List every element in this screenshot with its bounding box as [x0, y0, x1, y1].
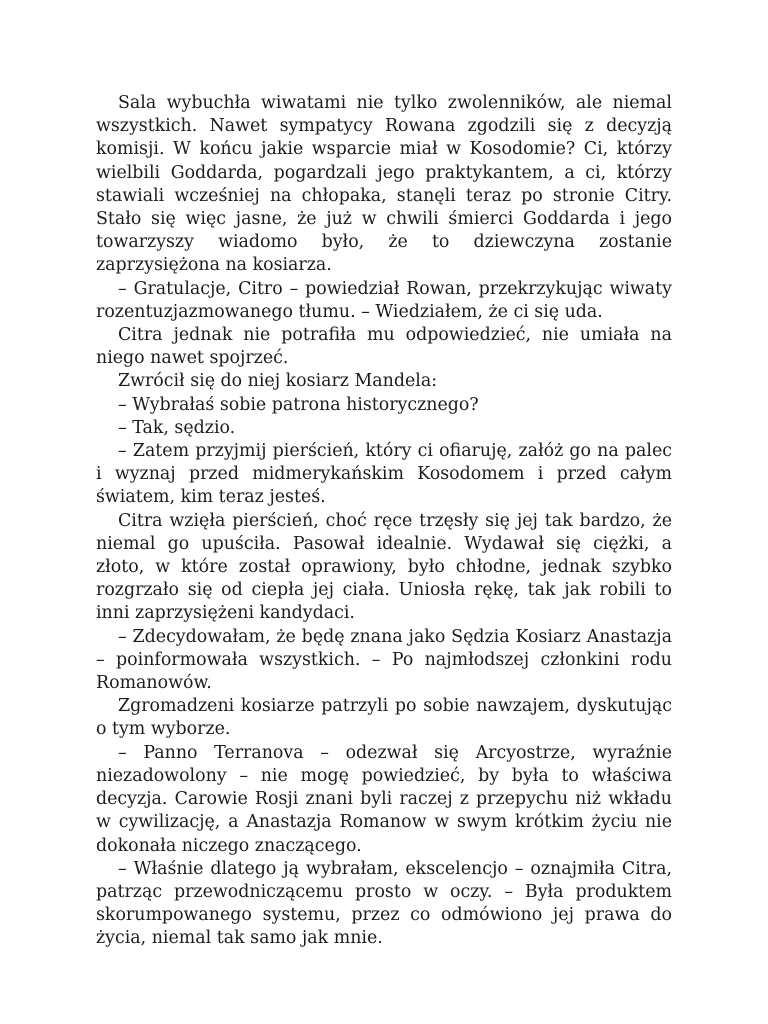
paragraph: – Zdecydowałam, że będę znana jako Sędzia Kosiarz Anastazja – poinformowała wszystkich. – Po najmłodszej członkini rodu Romanowów.	[96, 626, 672, 694]
paragraph: – Właśnie dlatego ją wybrałam, ekscelencjo – oznajmiła Citra, patrząc przewodniczącemu prosto w oczy. – Była produktem skorumpowanego systemu, przez co odmówiono jej prawa do życia, niemal tak samo jak mnie.	[96, 858, 672, 949]
paragraph: – Tak, sędzio.	[118, 417, 236, 438]
page-text	[96, 92, 672, 951]
paragraph: – Wybrałaś sobie patrona historycznego?	[118, 394, 479, 415]
paragraph: Zgromadzeni kosiarze patrzyli po sobie nawzajem, dyskutując o tym wyborze.	[96, 696, 672, 740]
paragraph: – Zatem przyjmij pierścień, który ci ofiaruję, załóż go na palec i wyznaj przed midmerykańskim Kosodomem i przed całym światem, kim teraz jesteś.	[96, 441, 672, 508]
paragraph: – Panno Terranova – odezwał się Arcyostrze, wyraźnie niezadowolony – nie mogę powiedzieć, by była to właściwa decyzja. Carowie Rosji znani byli raczej z przepychu niż wkładu w cywilizację, a Anastazja Romanow w swym krótkim życiu nie dokonała niczego znaczącego.	[96, 742, 672, 856]
paragraph: – Gratulacje, Citro – powiedział Rowan, przekrzykując wiwaty rozentuzjazmowanego tłumu. – Wiedziałem, że ci się uda.	[96, 278, 672, 322]
paragraph: Zwrócił się do niej kosiarz Mandela:	[118, 371, 438, 392]
paragraph: Citra wzięła pierścień, choć ręce trzęsły się jej tak bardzo, że niemal go upuściła. Pasował idealnie. Wydawał się ciężki, a złoto, w które został oprawiony, było chłodne, jednak szybko rozgrzało się od ciepła jej ciała. Uniosła rękę, tak jak robili to inni zaprzysiężeni kandydaci.	[96, 510, 672, 624]
paragraph: Citra jednak nie potrafiła mu odpowiedzieć, nie umiała na niego nawet spojrzeć.	[96, 325, 672, 369]
paragraph: Sala wybuchła wiwatami nie tylko zwolenników, ale niemal wszystkich. Nawet sympatycy Rowana zgodzili się z decyzją komisji. W końcu jakie wsparcie miał w Kosodomie? Ci, którzy wielbili Goddarda, pogardzali jego praktykantem, a ci, którzy stawiali wcześniej na chłopaka, stanęli teraz po stronie Citry. Stało się więc jasne, że już w chwili śmierci Goddarda i jego towarzyszy wiadomo było, że to dziewczyna zostanie zaprzysiężona na kosiarza.	[96, 93, 672, 276]
